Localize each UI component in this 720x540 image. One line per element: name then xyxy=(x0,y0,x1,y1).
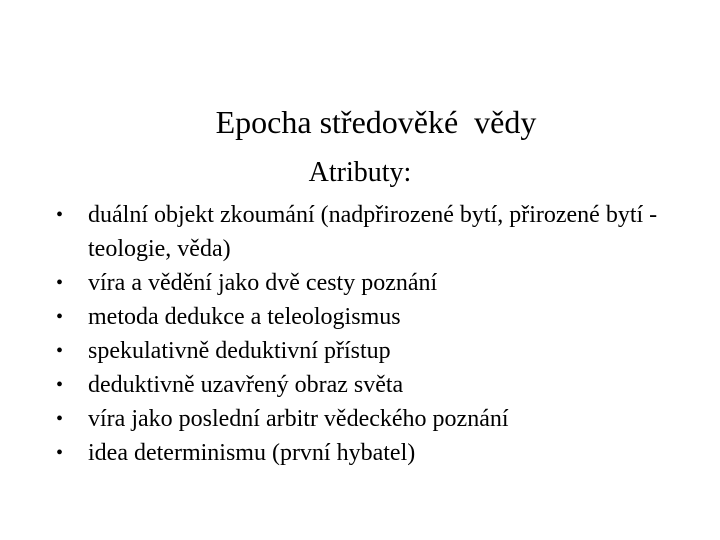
bullet-item xyxy=(56,300,696,334)
bullet-text: víra a vědění jako dvě cesty poznání xyxy=(88,270,438,296)
bullet-text: metoda dedukce a teleologismus xyxy=(88,304,401,330)
bullet-item xyxy=(56,368,696,402)
bullet-text: víra jako poslední arbitr vědeckého poznání xyxy=(88,406,509,432)
bullet-item xyxy=(56,198,696,266)
bullet-text: spekulativně deduktivní přístup xyxy=(88,338,391,364)
bullet-dot-icon: • xyxy=(56,408,64,430)
bullet-item xyxy=(56,436,696,470)
bullet-dot-icon: • xyxy=(56,374,64,396)
bullet-text: idea determinismu (první hybatel) xyxy=(88,440,416,466)
slide-subtitle: Atributy: xyxy=(308,157,412,188)
bullet-list xyxy=(56,198,696,470)
bullet-item xyxy=(56,402,696,436)
bullet-text: deduktivně uzavřený obraz světa xyxy=(88,372,404,398)
bullet-item xyxy=(56,334,696,368)
slide-subtitle-container xyxy=(0,155,720,191)
bullet-text: duální objekt zkoumání (nadpřirozené bytí, přirozené bytí - teologie, věda) xyxy=(88,202,658,262)
bullet-dot-icon: • xyxy=(56,306,64,328)
bullet-dot-icon: • xyxy=(56,204,64,226)
bullet-dot-icon: • xyxy=(56,272,64,294)
bullet-dot-icon: • xyxy=(56,340,64,362)
bullet-dot-icon: • xyxy=(56,442,64,464)
bullet-item xyxy=(56,266,696,300)
slide-title: Epocha středověké vědy xyxy=(215,104,537,140)
